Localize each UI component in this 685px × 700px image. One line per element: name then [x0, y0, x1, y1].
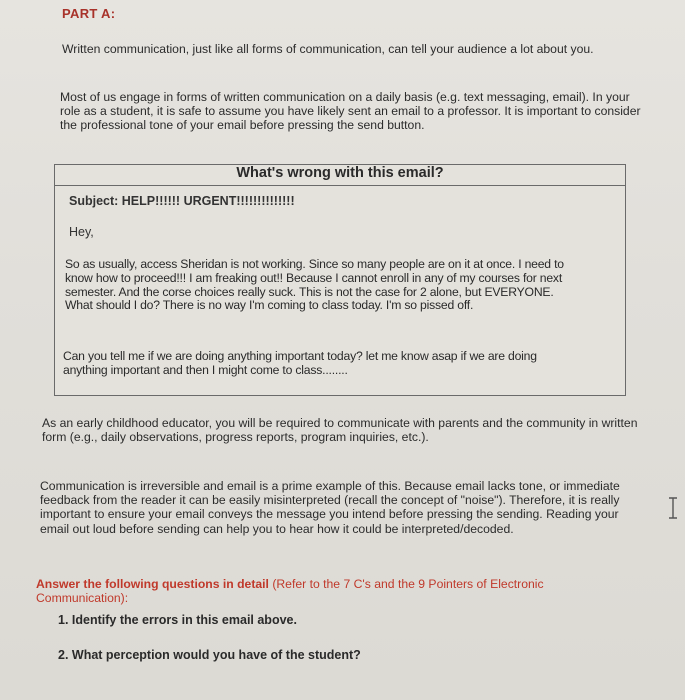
question-1: 1. Identify the errors in this email above.	[58, 613, 297, 627]
text-cursor-icon	[666, 497, 680, 519]
email-closing: Can you tell me if we are doing anything important today? let me know asap if we are doing anything important and then I might come to class........	[63, 349, 537, 377]
email-box-heading: What's wrong with this email?	[55, 163, 625, 186]
answer-lead: Answer the following questions in detail	[36, 577, 269, 591]
email-example-box	[54, 164, 626, 396]
email-greeting: Hey,	[69, 225, 94, 239]
educator-paragraph: As an early childhood educator, you will be required to communicate with parents and the community in written form (e.g., daily observations, progress reports, program inquiries, etc.).	[42, 416, 638, 445]
noise-paragraph: Communication is irreversible and email is a prime example of this. Because email lacks tone, or immediate feedback from the reader it can be easily misinterpreted (recall the concept of "noise"). Therefore, it is really important to ensure your email conveys the message you intend before pressing the sending. Reading your email out loud before sending can help you to hear how it could be interpreted/decoded.	[40, 479, 620, 536]
email-subject: Subject: HELP!!!!!! URGENT!!!!!!!!!!!!!!	[69, 194, 295, 208]
context-paragraph: Most of us engage in forms of written communication on a daily basis (e.g. text messaging, email). In your role as a student, it is safe to assume you have likely sent an email to a professor. It is important to consider the professional tone of your email before pressing the send button.	[60, 90, 641, 133]
email-body: So as usually, access Sheridan is not working. Since so many people are on it at once. I need to know how to proceed!!! I am freaking out!! Because I cannot enroll in any of my courses for next semester. And the corse choices really suck. This is not the case for 2 alone, but EVERYONE. What should I do? There is no way I'm coming to class today. I'm so pissed off.	[65, 257, 564, 313]
intro-paragraph: Written communication, just like all forms of communication, can tell your audience a lot about you.	[62, 42, 594, 56]
answer-instructions	[36, 577, 596, 605]
question-2: 2. What perception would you have of the student?	[58, 648, 361, 662]
answer-reference: (Refer to the 7 C's and the 9 Pointers of Electronic Communication):	[36, 577, 544, 605]
part-title: PART A:	[62, 6, 116, 21]
